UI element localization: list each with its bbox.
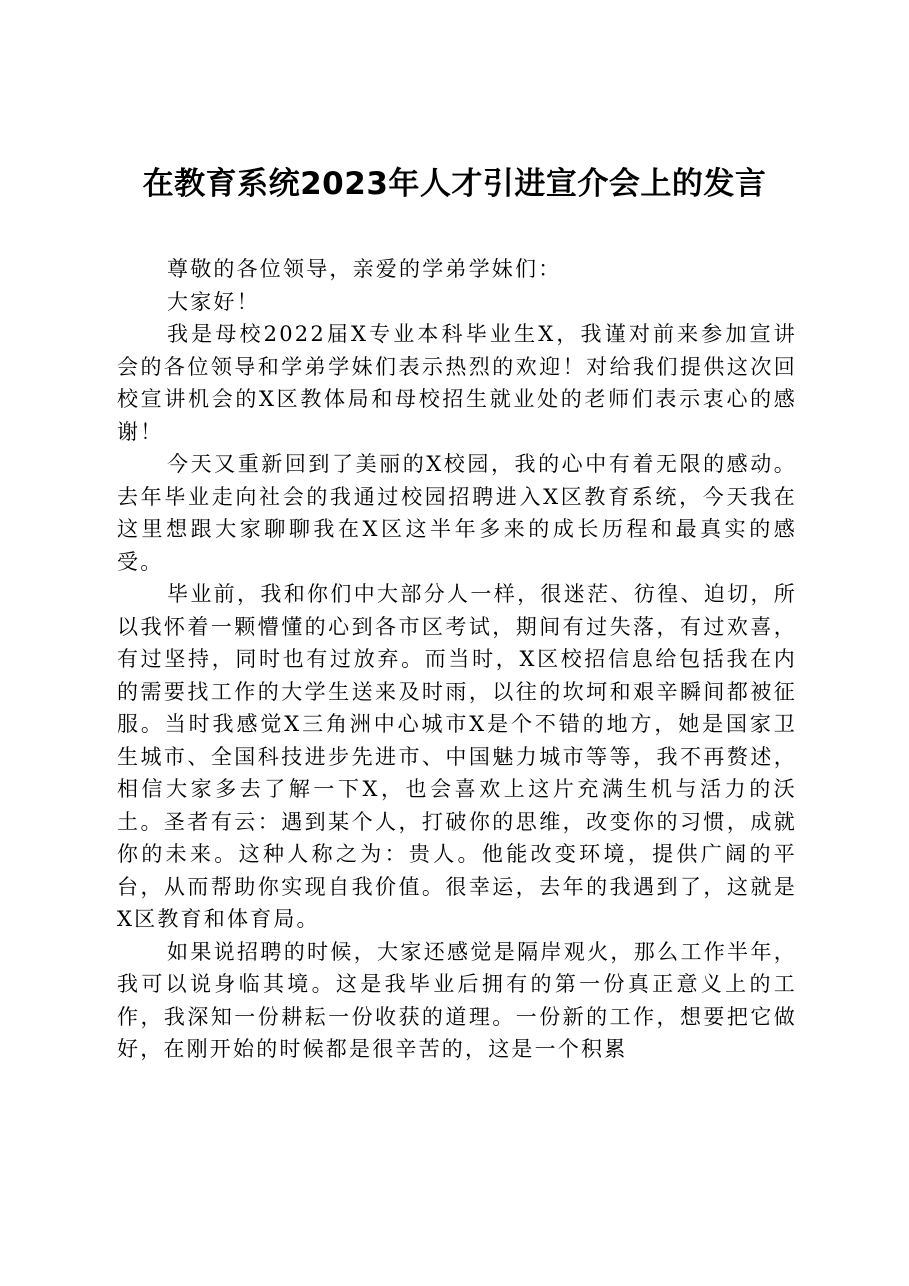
document-body: [117, 253, 797, 1066]
paragraph-before-graduation: 毕业前，我和你们中大部分人一样，很迷茫、彷徨、迫切，所以我怀着一颗懵懂的心到各市区考试，期间有过失落，有过欢喜，有过坚持，同时也有过放弃。而当时，X区校招信息给包括我在内的需要找工作的大学生送来及时雨，以往的坎坷和艰辛瞬间都被征服。当时我感觉X三角洲中心城市X是个不错的地方，她是国家卫生城市、全国科技进步先进市、中国魅力城市等等，我不再赘述，相信大家多去了解一下X，也会喜欢上这片充满生机与活力的沃土。圣者有云：遇到某个人，打破你的思维，改变你的习惯，成就你的未来。这种人称之为：贵人。他能改变环境，提供广阔的平台，从而帮助你实现自我价值。很幸运，去年的我遇到了，这就是X区教育和体育局。: [117, 582, 797, 931]
paragraph-introduction: 我是母校2022届X专业本科毕业生X，我谨对前来参加宣讲会的各位领导和学弟学妹们表示热烈的欢迎！对给我们提供这次回校宣讲机会的X区教体局和母校招生就业处的老师们表示衷心的感谢！: [117, 322, 797, 444]
document-title: 在教育系统2023年人才引进宣介会上的发言: [142, 166, 767, 202]
paragraph-salutation: 尊敬的各位领导，亲爱的学弟学妹们：: [167, 257, 562, 281]
paragraph-return-to-campus: 今天又重新回到了美丽的X校园，我的心中有着无限的感动。去年毕业走向社会的我通过校园招聘进入X区教育系统，今天我在这里想跟大家聊聊我在X区这半年多来的成长历程和最真实的感受。: [117, 452, 797, 574]
paragraph-greeting: 大家好！: [167, 289, 260, 314]
paragraph-first-job: 如果说招聘的时候，大家还感觉是隔岸观火，那么工作半年，我可以说身临其境。这是我毕业后拥有的第一份真正意义上的工作，我深知一份耕耘一份收获的道理。一份新的工作，想要把它做好，在刚开始的时候都是很辛苦的，这是一个积累: [117, 939, 797, 1061]
